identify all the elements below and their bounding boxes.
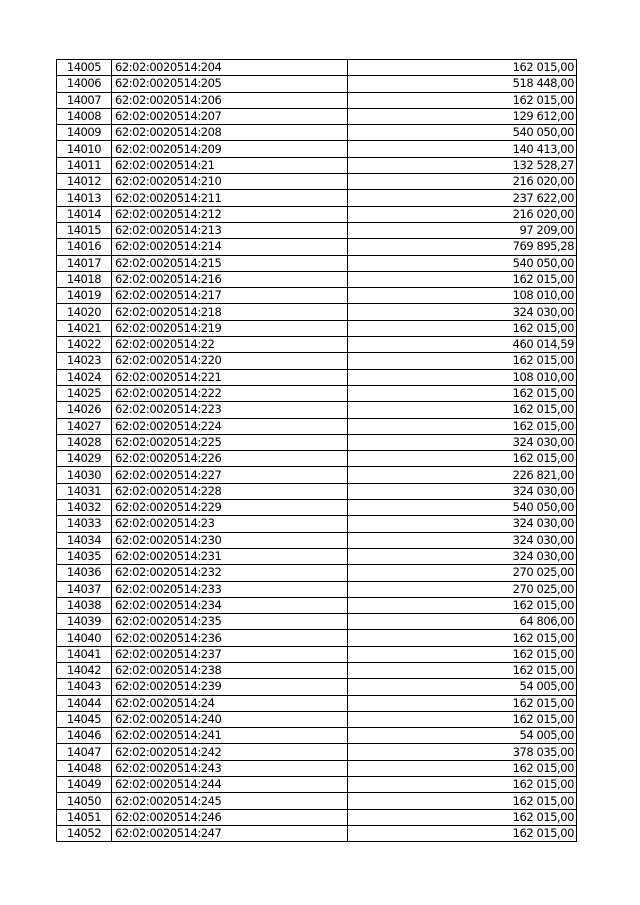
row-number-cell: 14039 [57,614,112,630]
table-row [57,744,577,760]
row-number-cell: 14042 [57,662,112,678]
row-number-cell: 14045 [57,711,112,727]
row-number-cell: 14022 [57,337,112,353]
cadastral-number-cell: 62:02:0020514:204 [112,60,348,76]
cadastral-number-cell: 62:02:0020514:244 [112,777,348,793]
cadastral-number-cell: 62:02:0020514:217 [112,288,348,304]
row-number-cell: 14028 [57,434,112,450]
cadastral-value-cell: 54 005,00 [348,728,577,744]
table-row [57,76,577,92]
row-number-cell: 14044 [57,695,112,711]
table-row [57,548,577,564]
row-number-cell: 14024 [57,369,112,385]
table-row [57,630,577,646]
cadastral-number-cell: 62:02:0020514:212 [112,206,348,222]
table-row [57,255,577,271]
cadastral-number-cell: 62:02:0020514:235 [112,614,348,630]
table-row [57,451,577,467]
table-row [57,190,577,206]
cadastral-value-cell: 162 015,00 [348,385,577,401]
document-page [56,59,577,842]
table-row [57,516,577,532]
table-row [57,434,577,450]
cadastral-number-cell: 62:02:0020514:233 [112,581,348,597]
cadastral-number-cell: 62:02:0020514:242 [112,744,348,760]
cadastral-value-cell: 64 806,00 [348,614,577,630]
table-row [57,581,577,597]
row-number-cell: 14014 [57,206,112,222]
row-number-cell: 14006 [57,76,112,92]
row-number-cell: 14029 [57,451,112,467]
cadastral-number-cell: 62:02:0020514:232 [112,565,348,581]
row-number-cell: 14016 [57,239,112,255]
table-row [57,271,577,287]
cadastral-value-cell: 162 015,00 [348,777,577,793]
table-row [57,353,577,369]
row-number-cell: 14040 [57,630,112,646]
cadastral-value-cell: 216 020,00 [348,206,577,222]
cadastral-number-cell: 62:02:0020514:240 [112,711,348,727]
table-row [57,60,577,76]
cadastral-number-cell: 62:02:0020514:211 [112,190,348,206]
table-row [57,662,577,678]
cadastral-value-cell: 162 015,00 [348,60,577,76]
row-number-cell: 14032 [57,500,112,516]
cadastral-number-cell: 62:02:0020514:22 [112,337,348,353]
table-row [57,222,577,238]
cadastral-value-cell: 162 015,00 [348,418,577,434]
table-row [57,320,577,336]
cadastral-value-cell: 518 448,00 [348,76,577,92]
cadastral-value-cell: 162 015,00 [348,825,577,841]
row-number-cell: 14043 [57,679,112,695]
table-row [57,695,577,711]
row-number-cell: 14035 [57,548,112,564]
table-row [57,809,577,825]
cadastral-number-cell: 62:02:0020514:228 [112,483,348,499]
cadastral-number-cell: 62:02:0020514:218 [112,304,348,320]
cadastral-value-cell: 324 030,00 [348,548,577,564]
row-number-cell: 14046 [57,728,112,744]
cadastral-number-cell: 62:02:0020514:221 [112,369,348,385]
cadastral-value-cell: 162 015,00 [348,695,577,711]
cadastral-value-cell: 162 015,00 [348,662,577,678]
table-row [57,483,577,499]
cadastral-number-cell: 62:02:0020514:239 [112,679,348,695]
table-row [57,108,577,124]
table-row [57,597,577,613]
cadastral-number-cell: 62:02:0020514:231 [112,548,348,564]
table-row [57,679,577,695]
cadastral-value-cell: 162 015,00 [348,809,577,825]
cadastral-number-cell: 62:02:0020514:234 [112,597,348,613]
row-number-cell: 14037 [57,581,112,597]
row-number-cell: 14050 [57,793,112,809]
table-row [57,385,577,401]
row-number-cell: 14041 [57,646,112,662]
cadastral-value-cell: 270 025,00 [348,565,577,581]
cadastral-value-cell: 162 015,00 [348,760,577,776]
cadastral-value-cell: 162 015,00 [348,630,577,646]
cadastral-value-cell: 132 528,27 [348,157,577,173]
row-number-cell: 14051 [57,809,112,825]
table-row [57,500,577,516]
row-number-cell: 14017 [57,255,112,271]
row-number-cell: 14005 [57,60,112,76]
cadastral-number-cell: 62:02:0020514:225 [112,434,348,450]
cadastral-value-cell: 54 005,00 [348,679,577,695]
row-number-cell: 14052 [57,825,112,841]
cadastral-value-cell: 108 010,00 [348,288,577,304]
row-number-cell: 14013 [57,190,112,206]
cadastral-value-cell: 324 030,00 [348,483,577,499]
table-row [57,760,577,776]
cadastral-value-cell: 162 015,00 [348,320,577,336]
row-number-cell: 14020 [57,304,112,320]
cadastral-number-cell: 62:02:0020514:208 [112,125,348,141]
cadastral-value-cell: 324 030,00 [348,516,577,532]
cadastral-value-cell: 129 612,00 [348,108,577,124]
row-number-cell: 14033 [57,516,112,532]
cadastral-value-table [56,59,577,842]
cadastral-value-cell: 226 821,00 [348,467,577,483]
row-number-cell: 14011 [57,157,112,173]
cadastral-value-cell: 270 025,00 [348,581,577,597]
cadastral-value-cell: 162 015,00 [348,646,577,662]
table-row [57,337,577,353]
row-number-cell: 14023 [57,353,112,369]
cadastral-number-cell: 62:02:0020514:23 [112,516,348,532]
cadastral-value-cell: 140 413,00 [348,141,577,157]
cadastral-number-cell: 62:02:0020514:207 [112,108,348,124]
cadastral-value-cell: 216 020,00 [348,174,577,190]
cadastral-number-cell: 62:02:0020514:209 [112,141,348,157]
table-row [57,304,577,320]
cadastral-value-cell: 162 015,00 [348,353,577,369]
table-row [57,418,577,434]
row-number-cell: 14034 [57,532,112,548]
cadastral-number-cell: 62:02:0020514:238 [112,662,348,678]
table-row [57,825,577,841]
row-number-cell: 14009 [57,125,112,141]
cadastral-number-cell: 62:02:0020514:210 [112,174,348,190]
table-row [57,369,577,385]
cadastral-number-cell: 62:02:0020514:229 [112,500,348,516]
row-number-cell: 14026 [57,402,112,418]
cadastral-value-cell: 108 010,00 [348,369,577,385]
cadastral-number-cell: 62:02:0020514:222 [112,385,348,401]
row-number-cell: 14018 [57,271,112,287]
cadastral-value-cell: 460 014,59 [348,337,577,353]
cadastral-number-cell: 62:02:0020514:247 [112,825,348,841]
table-row [57,532,577,548]
row-number-cell: 14010 [57,141,112,157]
table-row [57,288,577,304]
cadastral-number-cell: 62:02:0020514:213 [112,222,348,238]
row-number-cell: 14038 [57,597,112,613]
table-row [57,239,577,255]
cadastral-number-cell: 62:02:0020514:219 [112,320,348,336]
cadastral-value-cell: 324 030,00 [348,434,577,450]
cadastral-value-cell: 162 015,00 [348,402,577,418]
table-row [57,92,577,108]
cadastral-value-cell: 162 015,00 [348,271,577,287]
cadastral-value-cell: 162 015,00 [348,451,577,467]
table-row [57,646,577,662]
row-number-cell: 14031 [57,483,112,499]
cadastral-value-cell: 162 015,00 [348,597,577,613]
table-row [57,793,577,809]
row-number-cell: 14019 [57,288,112,304]
table-row [57,157,577,173]
table-row [57,402,577,418]
cadastral-number-cell: 62:02:0020514:206 [112,92,348,108]
row-number-cell: 14015 [57,222,112,238]
table-row [57,711,577,727]
table-row [57,141,577,157]
row-number-cell: 14047 [57,744,112,760]
row-number-cell: 14049 [57,777,112,793]
cadastral-number-cell: 62:02:0020514:205 [112,76,348,92]
cadastral-number-cell: 62:02:0020514:24 [112,695,348,711]
row-number-cell: 14027 [57,418,112,434]
cadastral-number-cell: 62:02:0020514:227 [112,467,348,483]
row-number-cell: 14012 [57,174,112,190]
cadastral-value-cell: 324 030,00 [348,304,577,320]
row-number-cell: 14008 [57,108,112,124]
table-row [57,777,577,793]
row-number-cell: 14036 [57,565,112,581]
row-number-cell: 14048 [57,760,112,776]
table-row [57,125,577,141]
cadastral-value-cell: 769 895,28 [348,239,577,255]
table-row [57,565,577,581]
table-row [57,467,577,483]
cadastral-value-cell: 324 030,00 [348,532,577,548]
cadastral-value-cell: 97 209,00 [348,222,577,238]
cadastral-value-cell: 162 015,00 [348,92,577,108]
row-number-cell: 14007 [57,92,112,108]
row-number-cell: 14021 [57,320,112,336]
cadastral-number-cell: 62:02:0020514:237 [112,646,348,662]
row-number-cell: 14025 [57,385,112,401]
cadastral-number-cell: 62:02:0020514:246 [112,809,348,825]
cadastral-number-cell: 62:02:0020514:241 [112,728,348,744]
table-row [57,728,577,744]
cadastral-value-cell: 540 050,00 [348,255,577,271]
cadastral-number-cell: 62:02:0020514:224 [112,418,348,434]
cadastral-number-cell: 62:02:0020514:216 [112,271,348,287]
cadastral-number-cell: 62:02:0020514:245 [112,793,348,809]
table-row [57,614,577,630]
row-number-cell: 14030 [57,467,112,483]
cadastral-number-cell: 62:02:0020514:220 [112,353,348,369]
table-row [57,206,577,222]
cadastral-number-cell: 62:02:0020514:21 [112,157,348,173]
cadastral-number-cell: 62:02:0020514:223 [112,402,348,418]
cadastral-number-cell: 62:02:0020514:214 [112,239,348,255]
cadastral-value-cell: 237 622,00 [348,190,577,206]
table-body [57,60,577,842]
cadastral-number-cell: 62:02:0020514:243 [112,760,348,776]
cadastral-value-cell: 162 015,00 [348,711,577,727]
cadastral-number-cell: 62:02:0020514:230 [112,532,348,548]
cadastral-value-cell: 378 035,00 [348,744,577,760]
table-row [57,174,577,190]
cadastral-value-cell: 540 050,00 [348,125,577,141]
cadastral-number-cell: 62:02:0020514:226 [112,451,348,467]
cadastral-value-cell: 540 050,00 [348,500,577,516]
cadastral-number-cell: 62:02:0020514:215 [112,255,348,271]
cadastral-number-cell: 62:02:0020514:236 [112,630,348,646]
cadastral-value-cell: 162 015,00 [348,793,577,809]
